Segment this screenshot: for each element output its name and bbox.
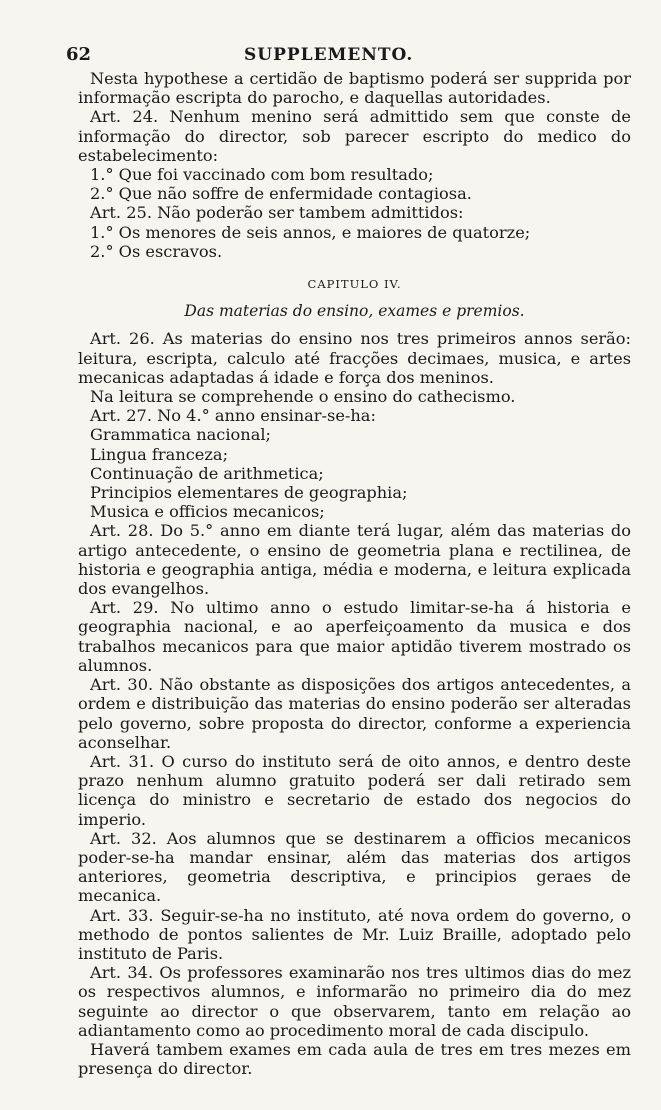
paragraph-exames: Haverá tambem exames em cada aula de tres em tres mezes em presença do director. (78, 1039, 631, 1079)
article-25: Art. 25. Não poderão ser tambem admittidos: (90, 203, 464, 223)
article-27-item: Musica e officios mecanicos; (90, 502, 325, 522)
article-33: Art. 33. Seguir-se-ha no instituto, até nova ordem do governo, o methodo de pontos salientes de Mr. Luiz Braille, adoptado pelo instituto de Paris. (78, 905, 631, 963)
article-24-item: 1.° Que foi vaccinado com bom resultado; (90, 165, 434, 185)
article-30: Art. 30. Não obstante as disposições dos artigos antecedentes, a ordem e distribuição das materias do ensino poderão ser alteradas pelo governo, sobre proposta do director, conforme a experiencia aconselhar. (78, 675, 631, 752)
article-24: Art. 24. Nenhum menino será admittido sem que conste de informação do director, sob parecer escripto do medico do estabelecimento: (78, 107, 631, 165)
article-29: Art. 29. No ultimo anno o estudo limitar-se-ha á historia e geographia nacional, e ao aperfeiçoamento da musica e dos trabalhos mecanicos para que maior aptidão tiverem mostrado os alumnos. (78, 598, 631, 675)
article-27-item: Continuação de arithmetica; (90, 463, 324, 483)
article-27-item: Principios elementares de geographia; (90, 483, 408, 503)
chapter-title: Das materias do ensino, exames e premios. (184, 302, 525, 321)
article-28: Art. 28. Do 5.° anno em diante terá lugar, além das materias do artigo antecedente, o ensino de geometria plana e rectilinea, de historia e geographia antiga, média e moderna, e leitura explicada dos evangelhos. (78, 521, 631, 599)
running-title: SUPPLEMENTO. (244, 45, 414, 65)
article-27: Art. 27. No 4.° anno ensinar-se-ha: (90, 406, 376, 426)
article-24-item: 2.° Que não soffre de enfermidade contagiosa. (90, 184, 472, 204)
article-25-item: 2.° Os escravos. (90, 241, 223, 261)
article-27-item: Grammatica nacional; (90, 425, 271, 445)
article-25-item: 1.° Os menores de seis annos, e maiores de quatorze; (90, 222, 531, 242)
paragraph-hypothese: Nesta hypothese a certidão de baptismo poderá ser supprida por informação escripta do parocho, e daquellas autoridades. (78, 69, 631, 108)
page-header (66, 44, 631, 65)
page-number: 62 (66, 44, 92, 65)
article-27-item: Lingua franceza; (90, 444, 229, 464)
article-26: Art. 26. As materias do ensino nos tres primeiros annos serão: leitura, escripta, calculo até fracções decimaes, musica, e artes mecanicas adaptadas á idade e força dos meninos. (78, 329, 631, 387)
article-26-note: Na leitura se comprehende o ensino do cathecismo. (90, 387, 516, 407)
article-34: Art. 34. Os professores examinarão nos tres ultimos dias do mez os respectivos alumnos, e informarão no primeiro dia do mez seguinte ao director o que observarem, tanto em relação ao adiantamento como ao procedimento moral de cada discipulo. (78, 963, 631, 1040)
body-text (78, 69, 631, 1078)
article-32: Art. 32. Aos alumnos que se destinarem a officios mecanicos poder-se-ha mandar ensinar, além das materias dos artigos anteriores, geometria descriptiva, e principios geraes de mecanica. (78, 828, 631, 906)
article-31: Art. 31. O curso do instituto será de oito annos, e dentro deste prazo nenhum alumno gratuito poderá ser dali retirado sem licença do ministro e secretario de estado dos negocios do imperio. (78, 751, 631, 829)
chapter-label: CAPITULO IV. (307, 277, 402, 292)
